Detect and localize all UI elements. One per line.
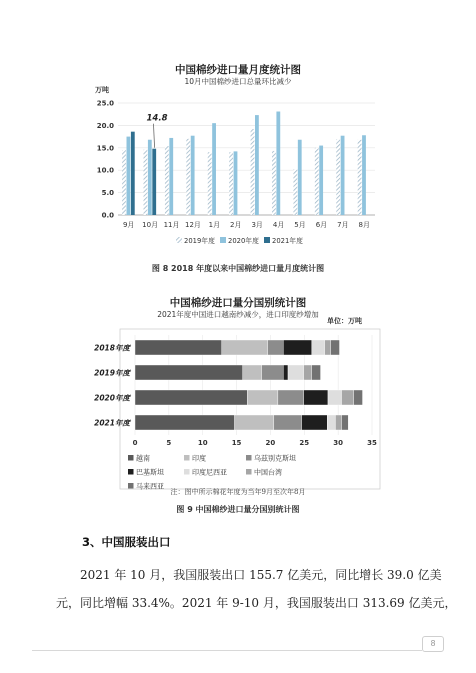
chart2-bar-segment <box>288 365 304 380</box>
chart2-bar-segment <box>283 365 288 380</box>
chart1-legend-label: 2020年度 <box>228 237 259 245</box>
chart1-bar <box>272 151 276 215</box>
chart2-bar-segment <box>328 390 342 405</box>
chart1-bar <box>229 152 233 215</box>
chart1-bar <box>169 138 173 215</box>
chart-country-imports <box>0 285 476 515</box>
chart2-unit-label: 单位：万吨 <box>327 317 362 325</box>
chart1-bar <box>208 152 212 215</box>
chart2-bar-segment <box>335 415 341 430</box>
chart2-bar-segment <box>274 415 302 430</box>
chart2-bar-segment <box>135 390 247 405</box>
chart1-ytick-label: 20.0 <box>96 121 114 130</box>
chart1-bar <box>362 135 366 215</box>
chart2-legend-label: 越南 <box>136 454 150 463</box>
chart2-legend-swatch <box>128 455 134 461</box>
chart2-xtick-label: 35 <box>367 439 377 447</box>
figure-8-caption: 图 8 2018 年度以来中国棉纱进口量月度统计图 <box>151 264 325 273</box>
chart2-bar-segment <box>268 340 284 355</box>
chart1-bar <box>127 137 131 215</box>
chart1-xtick-label: 2月 <box>230 221 242 229</box>
chart1-bar <box>186 139 190 215</box>
chart2-bar-segment <box>304 390 328 405</box>
chart1-xtick-label: 8月 <box>358 221 371 229</box>
chart2-category-label: 2020年度 <box>94 393 130 403</box>
chart2-bar-segment <box>135 340 222 355</box>
chart1-xtick-label: 10月 <box>142 221 159 229</box>
chart2-xtick-label: 20 <box>265 439 276 447</box>
chart2-legend-swatch <box>128 469 134 475</box>
page-number: 8 <box>422 636 444 652</box>
chart1-bar <box>251 129 255 215</box>
chart1-ytick-label: 10.0 <box>96 166 114 175</box>
chart2-legend-swatch <box>184 455 190 461</box>
chart2-bar-segment <box>262 365 284 380</box>
chart1-legend-swatch <box>176 237 182 243</box>
chart2-bar-segment <box>243 365 262 380</box>
chart1-legend-label: 2021年度 <box>272 237 303 245</box>
chart1-xtick-label: 6月 <box>315 221 328 229</box>
chart1-bar <box>276 112 280 215</box>
chart1-xtick-label: 9月 <box>122 221 135 229</box>
chart1-xtick-label: 4月 <box>272 221 285 229</box>
chart1-bar <box>144 150 148 215</box>
chart2-bar-segment <box>304 365 312 380</box>
chart1-bar <box>336 139 340 215</box>
chart1-xtick-label: 7月 <box>337 221 349 229</box>
chart2-bar-segment <box>283 340 311 355</box>
chart1-xtick-label: 11月 <box>163 221 180 229</box>
chart2-title: 中国棉纱进口量分国别统计图 <box>169 297 307 309</box>
chart1-ytick-label: 15.0 <box>96 144 114 153</box>
figure-9-caption: 图 9 中国棉纱进口量分国别统计图 <box>176 505 300 514</box>
chart2-xtick-label: 0 <box>132 439 138 447</box>
chart2-bar-segment <box>222 340 268 355</box>
chart2-category-label: 2018年度 <box>94 343 130 353</box>
chart1-bar <box>298 140 302 215</box>
chart2-bar-segment <box>312 340 325 355</box>
chart2-xtick-label: 30 <box>333 439 344 447</box>
figure-9-note: 注：图中所示棉花年度为当年9月至次年8月 <box>170 488 306 496</box>
chart2-bar-segment <box>312 365 321 380</box>
chart1-bar <box>191 136 195 215</box>
chart1-xtick-label: 1月 <box>208 221 221 229</box>
chart2-bar-segment <box>235 415 274 430</box>
chart2-legend-label: 巴基斯坦 <box>136 468 164 477</box>
chart1-bar <box>212 123 216 215</box>
chart1-xtick-label: 3月 <box>251 221 263 229</box>
chart1-annotation-leader <box>154 124 155 148</box>
chart2-bar-segment <box>325 340 331 355</box>
chart2-xtick-label: 5 <box>166 439 172 447</box>
chart2-legend-label: 印度尼西亚 <box>192 468 227 477</box>
chart2-bar-segment <box>354 390 363 405</box>
chart2-bar-segment <box>278 390 304 405</box>
chart1-ytick-label: 0.0 <box>101 211 114 220</box>
chart1-bar <box>148 140 152 215</box>
chart2-legend-label: 中国台湾 <box>254 468 282 477</box>
chart2-bar-segment <box>331 340 340 355</box>
chart2-legend-swatch <box>246 469 252 475</box>
chart2-legend-label: 乌兹别克斯坦 <box>254 454 296 463</box>
chart1-subtitle: 10月中国棉纱进口总量环比减少 <box>184 77 292 86</box>
footer-rule <box>32 650 422 651</box>
chart-monthly-imports <box>0 0 476 270</box>
chart1-xtick-label: 5月 <box>294 221 306 229</box>
chart1-bar <box>293 169 297 215</box>
chart2-category-label: 2019年度 <box>94 368 130 378</box>
chart1-annotation-label: 14.8 <box>146 113 168 124</box>
chart1-bar <box>341 136 345 215</box>
chart2-legend-swatch <box>184 469 190 475</box>
chart1-ytick-label: 25.0 <box>96 99 114 108</box>
chart2-xtick-label: 15 <box>231 439 242 447</box>
section-heading: 3、中国服装出口 <box>82 535 171 549</box>
chart2-xtick-label: 10 <box>197 439 208 447</box>
chart2-subtitle: 2021年度中国进口越南纱减少，进口印度纱增加 <box>157 310 319 319</box>
chart2-bar-segment <box>342 415 349 430</box>
chart1-bar <box>152 149 156 215</box>
chart1-bar <box>358 140 362 215</box>
chart1-ylabel: 万吨 <box>95 86 109 94</box>
chart1-ytick-label: 5.0 <box>101 189 114 198</box>
chart1-bar <box>234 151 238 215</box>
paragraph-line-2: 元，同比增幅 33.4%。2021 年 9-10 月，我国服装出口 313.69 亿美元， <box>56 596 457 610</box>
chart1-bar <box>131 132 135 215</box>
chart1-bar <box>255 115 259 215</box>
chart2-bar-segment <box>135 415 235 430</box>
chart2-category-label: 2021年度 <box>94 418 130 428</box>
chart2-legend-label: 印度 <box>192 454 206 463</box>
chart1-legend-swatch <box>220 237 226 243</box>
chart1-bar <box>122 150 126 215</box>
chart2-bar-segment <box>302 415 328 430</box>
chart2-bar-segment <box>327 415 335 430</box>
chart2-xtick-label: 25 <box>299 439 310 447</box>
chart2-legend-swatch <box>246 455 252 461</box>
chart1-bar <box>165 146 169 215</box>
chart1-legend-label: 2019年度 <box>184 237 215 245</box>
chart1-bar <box>315 148 319 215</box>
chart1-xtick-label: 12月 <box>184 221 201 229</box>
paragraph-line-1: 2021 年 10 月，我国服装出口 155.7 亿美元，同比增长 39.0 亿美 <box>80 568 442 582</box>
chart2-bar-segment <box>247 390 277 405</box>
chart2-bar-segment <box>135 365 243 380</box>
chart1-legend-swatch <box>264 237 270 243</box>
chart2-bar-segment <box>342 390 354 405</box>
chart1-bar <box>319 146 323 215</box>
chart2-legend-label: 马来西亚 <box>136 482 164 491</box>
chart1-title: 中国棉纱进口量月度统计图 <box>175 64 301 76</box>
